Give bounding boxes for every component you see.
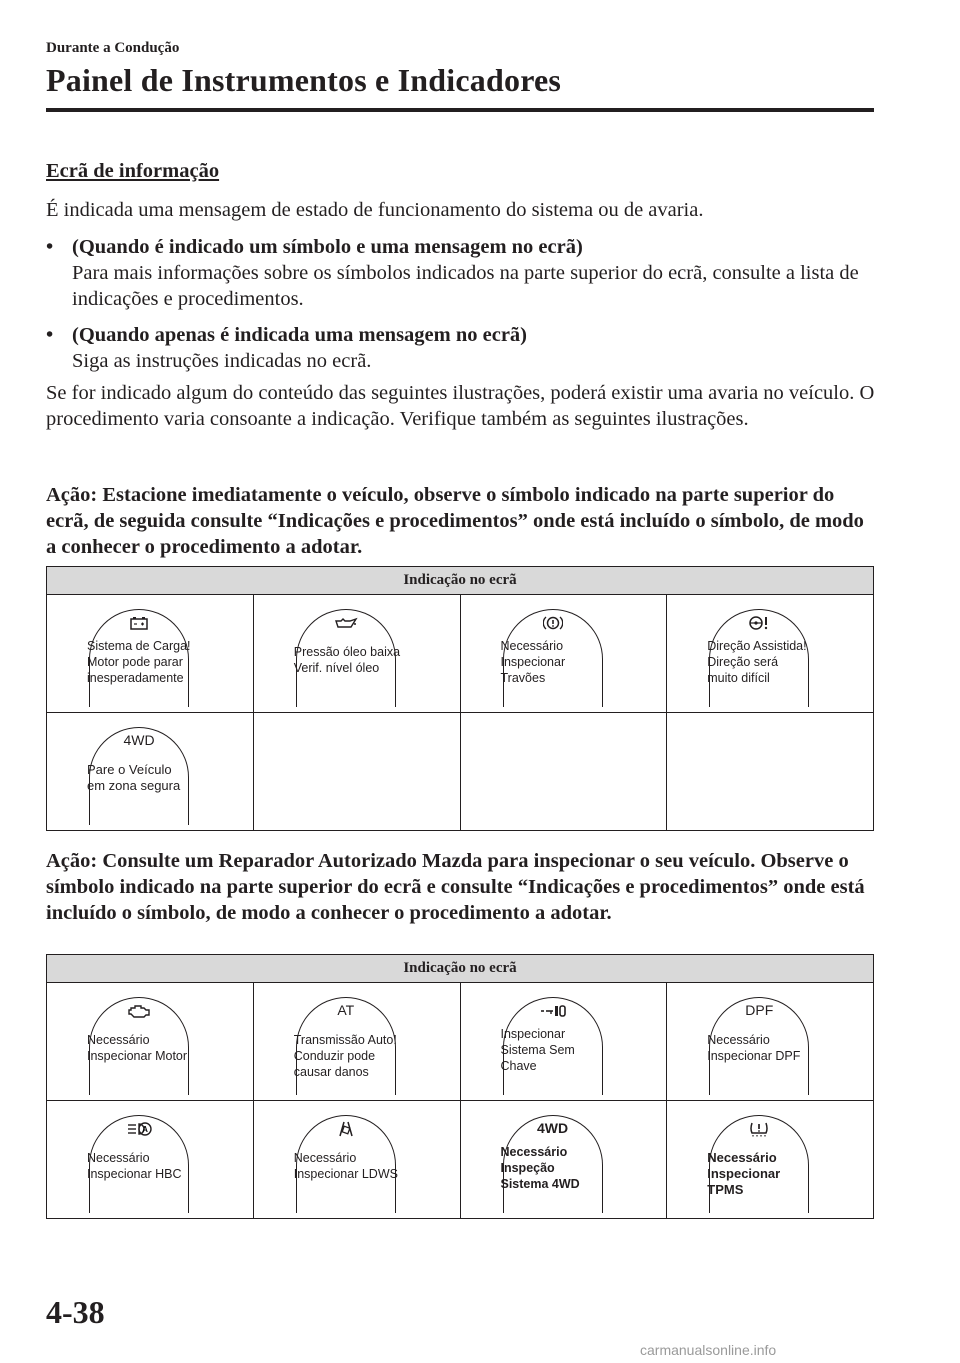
4wd-icon: 4WD bbox=[536, 1120, 569, 1136]
display-screen bbox=[500, 1115, 603, 1213]
section-heading: Ecrã de informação bbox=[46, 160, 220, 182]
display-screen bbox=[293, 609, 401, 707]
display-screen bbox=[293, 997, 397, 1095]
bullet-text: Siga as instruções indicadas no ecrã. bbox=[72, 350, 372, 372]
display-screen bbox=[500, 609, 603, 707]
display-screen bbox=[89, 609, 189, 707]
display-screen bbox=[709, 609, 809, 707]
display-cell bbox=[253, 983, 460, 1101]
ldws-icon bbox=[297, 1120, 395, 1137]
bullet-list bbox=[46, 234, 876, 384]
title-rule bbox=[46, 108, 874, 112]
table-header: Indicação no ecrã bbox=[47, 567, 874, 595]
info-paragraph: Se for indicado algum do conteúdo das seguintes ilustrações, poderá existir uma avaria no veículo. O procedimento varia consoante a indicação. Verifique também as seguintes ilustrações. bbox=[46, 382, 875, 430]
display-cell bbox=[253, 595, 460, 713]
svg-text:A: A bbox=[142, 1125, 148, 1135]
display-cell bbox=[253, 1101, 460, 1219]
hbc-icon bbox=[90, 1120, 188, 1136]
empty-cell bbox=[253, 713, 460, 831]
display-table-inspect bbox=[46, 954, 874, 1219]
display-cell bbox=[667, 983, 874, 1101]
intro-paragraph: É indicada uma mensagem de estado de funcionamento do sistema ou de avaria. bbox=[46, 199, 704, 221]
display-cell bbox=[460, 983, 667, 1101]
empty-cell bbox=[667, 713, 874, 831]
display-screen bbox=[500, 997, 603, 1095]
display-message: Direção Assistida! Direção será muito difícil bbox=[707, 639, 807, 685]
display-message: Transmissão Auto! Conduzir pode causar danos bbox=[293, 1033, 397, 1079]
display-cell bbox=[460, 1101, 667, 1219]
display-message: Necessário Inspecionar LDWS bbox=[293, 1151, 398, 1181]
display-screen bbox=[89, 727, 189, 825]
display-screen bbox=[709, 997, 809, 1095]
power-steering-icon bbox=[710, 614, 808, 631]
display-message: Necessário Inspecionar Travões bbox=[500, 639, 566, 685]
table-header: Indicação no ecrã bbox=[47, 955, 874, 983]
display-screen bbox=[709, 1115, 809, 1213]
bullet-heading: (Quando apenas é indicada uma mensagem no ecrã) bbox=[72, 324, 528, 346]
display-message: Necessário Inspecionar TPMS bbox=[707, 1150, 781, 1197]
page-title: Painel de Instrumentos e Indicadores bbox=[46, 62, 562, 98]
display-cell bbox=[667, 595, 874, 713]
dpf-icon: DPF bbox=[745, 1002, 774, 1018]
display-screen bbox=[293, 1115, 398, 1213]
display-cell bbox=[47, 983, 254, 1101]
oil-can-icon bbox=[297, 614, 395, 630]
display-message: Inspecionar Sistema Sem Chave bbox=[500, 1027, 575, 1073]
display-cell bbox=[47, 1101, 254, 1219]
tpms-icon bbox=[710, 1120, 808, 1137]
brake-warning-icon bbox=[504, 614, 602, 631]
bullet-text: Para mais informações sobre os símbolos indicados na parte superior do ecrã, consulte a lista de indicações e procedimentos. bbox=[72, 262, 859, 310]
display-cell bbox=[47, 713, 254, 831]
display-cell bbox=[667, 1101, 874, 1219]
display-cell bbox=[460, 595, 667, 713]
display-screen bbox=[89, 997, 189, 1095]
key-icon bbox=[504, 1002, 602, 1018]
display-cell bbox=[47, 595, 254, 713]
display-table-stop bbox=[46, 566, 874, 831]
bullet-marker: • bbox=[46, 236, 54, 258]
empty-cell bbox=[460, 713, 667, 831]
display-screen bbox=[89, 1115, 189, 1213]
at-icon: AT bbox=[337, 1002, 355, 1018]
battery-icon bbox=[90, 614, 188, 630]
display-message: Necessário Inspecionar Motor bbox=[87, 1033, 188, 1063]
4wd-icon: 4WD bbox=[123, 732, 155, 748]
bullet-item bbox=[46, 322, 876, 374]
bullet-marker: • bbox=[46, 324, 54, 346]
display-message: Sistema de Carga! Motor pode parar inesperadamente bbox=[87, 639, 191, 685]
watermark: carmanualsonline.info bbox=[640, 1342, 777, 1358]
running-head: Durante a Condução bbox=[46, 40, 180, 56]
bullet-item bbox=[46, 234, 876, 312]
display-message: Necessário Inspeção Sistema 4WD bbox=[500, 1145, 580, 1191]
display-message: Pare o Veículo em zona segura bbox=[87, 762, 181, 793]
action-heading-inspect: Ação: Consulte um Reparador Autorizado Mazda para inspecionar o seu veículo. Observe o símbolo indicado na parte superior do ecrã e consulte “Indicações e procedimentos” onde está incluído o símbolo, de modo a conhecer o procedimento a adotar. bbox=[46, 850, 865, 924]
display-message: Pressão óleo baixa Verif. nível óleo bbox=[293, 645, 401, 675]
action-heading-stop: Ação: Estacione imediatamente o veículo, observe o símbolo indicado na parte superior do ecrã, de seguida consulte “Indicações e procedimentos” onde está incluído o símbolo, de modo a conhecer o procedimento a adotar. bbox=[46, 484, 864, 558]
display-message: Necessário Inspecionar DPF bbox=[707, 1033, 801, 1063]
display-message: Necessário Inspecionar HBC bbox=[87, 1151, 182, 1181]
page-number: 4-38 bbox=[46, 1294, 105, 1330]
engine-icon bbox=[90, 1002, 188, 1019]
bullet-heading: (Quando é indicado um símbolo e uma mensagem no ecrã) bbox=[72, 236, 583, 258]
